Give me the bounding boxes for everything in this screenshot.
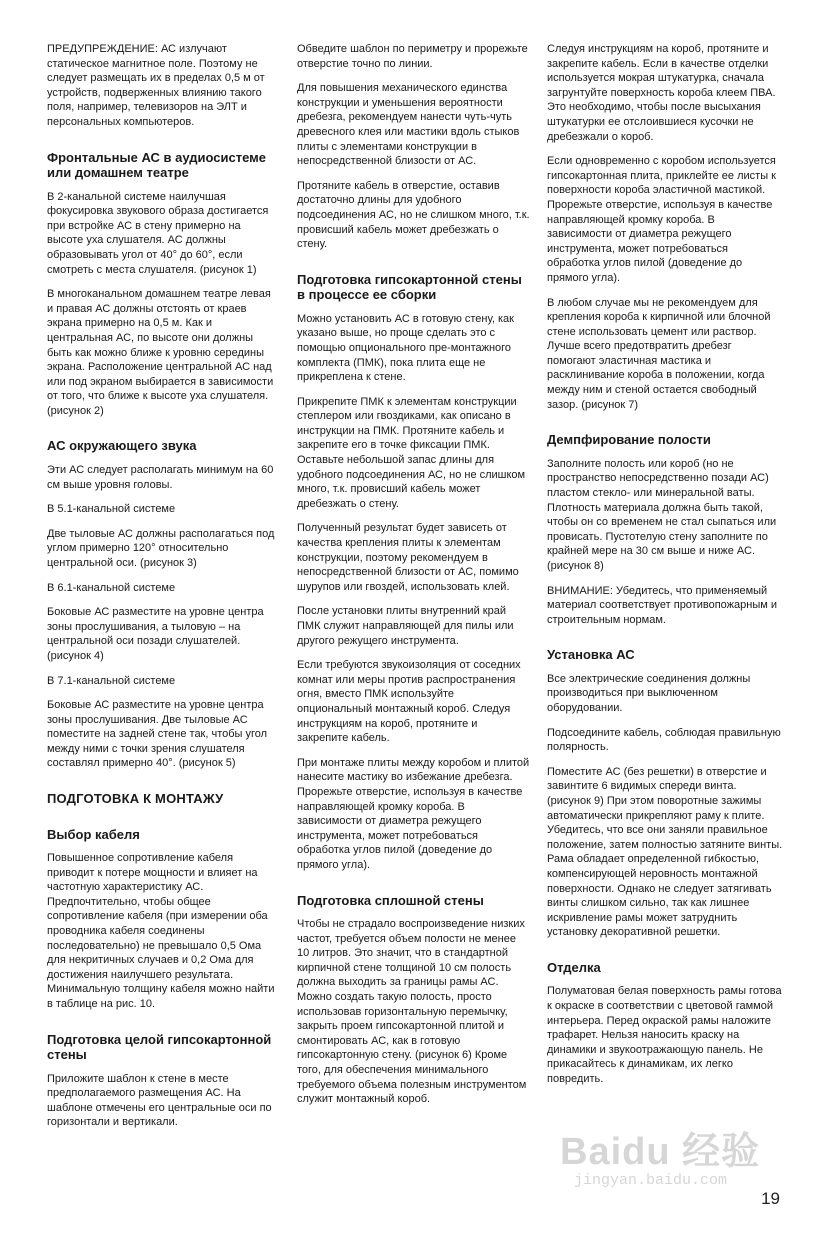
page-number: 19: [761, 1189, 780, 1208]
paragraph: Можно установить АС в готовую стену, как указано выше, но проще сделать это с помощью опционального пре-монтажного комплекта (ПМК), пока плита еще не прикреплена к стене.: [297, 312, 514, 384]
paragraph: В 7.1-канальной системе: [47, 674, 176, 687]
paragraph: Полученный результат будет зависеть от качества крепления плиты к элементам конструкции, поэтому рекомендуем в непосредственной близости от АС, помимо шурупов или гвоздей, использовать клей.: [297, 522, 519, 593]
paragraph: В 2-канальной системе наилучшая фокусировка звукового образа достигается при встройке АС в стену примерно на высоте уха слушателя. АС должны образовывать угол от 40° до 60°, если смотреть с места слушателя. (рисунок 1): [47, 190, 269, 276]
subsection-heading: Подготовка целой гипсокартонной стены: [47, 1031, 272, 1063]
section-heading: ПОДГОТОВКА К МОНТАЖУ: [47, 791, 224, 807]
subsection-heading: АС окружающего звука: [47, 438, 197, 454]
paragraph: Боковые АС разместите на уровне центра зоны прослушивания, а тыловую – на центральной оси позади слушателей. (рисунок 4): [47, 606, 264, 662]
subsection-heading: Подготовка сплошной стены: [297, 892, 484, 908]
watermark-url: jingyan.baidu.com: [574, 1172, 728, 1189]
paragraph: ПРЕДУПРЕЖДЕНИЕ: АС излучают статическое магнитное поле. Поэтому не следует размещать их в пределах 0,5 м от устройств, подверженных влиянию такого поля, например, телевизоров на ЭЛТ и персональных компьютеров.: [47, 43, 265, 128]
paragraph: Полуматовая белая поверхность рамы готова к окраске в соответствии с цветовой гаммой интерьера. Перед окраской рамы наложите трафарет. Нельзя наносить краску на динамики и звукоотражающую панель. Не прикасайтесь к динамикам, их легко повредить.: [547, 985, 782, 1085]
baidu-watermark: [560, 1132, 760, 1190]
paragraph: Чтобы не страдало воспроизведение низких частот, требуется объем полости не менее 10 литров. Это значит, что в стандартной кирпичной стене толщиной 10 см полость должна выходить за границы рамы АС. Можно создать такую полость, просто использовав горизонтальную перемычку, закрыть проем гипсокартонной плитой и смонтировать АС, как в готовую гипсокартонную стену. (рисунок 6) Кроме того, для обеспечения минимального требуемого объема полезным инструментом служит монтажный короб.: [297, 918, 527, 1106]
paragraph: Обведите шаблон по периметру и прорежьте отверстие точно по линии.: [297, 43, 528, 70]
paragraph: Если требуются звукоизоляция от соседних комнат или меры против распространения огня, вместо ПМК используйте опциональный монтажный короб. Следуя инструкциям на короб, протяните и закрепите кабель.: [297, 659, 521, 745]
paragraph: В многоканальном домашнем театре левая и правая АС должны отстоять от краев экрана примерно на 0,5 м. Как и центральная АС, по высоте они должны быть как можно ближе к уровню середины экрана. Расположение центральной АС над или под экраном выбирается в зависимости от того, что ближе к высоте уха слушателя. (рисунок 2): [47, 288, 274, 417]
paragraph: Эти АС следует располагать минимум на 60 см выше уровня головы.: [47, 463, 274, 491]
paragraph: В 6.1-канальной системе: [47, 581, 176, 594]
subsection-heading: Фронтальные АС в аудиосистеме или домашнем театре: [47, 149, 267, 181]
subsection-heading: Демпфирование полости: [547, 432, 711, 448]
paragraph: В 5.1-канальной системе: [47, 503, 176, 516]
paragraph: Заполните полость или короб (но не пространство непосредственно позади АС) пластом стекло- или минеральной ваты. Плотность материала должна быть такой, чтобы он со временем не стал сыпаться или провисать. Пустотелую стену заполните по крайней мере на 30 см выше и ниже АС. (рисунок 8): [547, 457, 777, 572]
subsection-heading: Подготовка гипсокартонной стены в процессе ее сборки: [297, 271, 522, 303]
paragraph: Следуя инструкциям на короб, протяните и закрепите кабель. Если в качестве отделки используется мокрая штукатурка, сначала загрунтуйте поверхность короба клеем ПВА. Это необходимо, чтобы после высыхания штукатурки ее отслоившиеся кусочки не дребезжали о короб.: [547, 43, 776, 143]
paragraph: Приложите шаблон к стене в месте предполагаемого размещения АС. На шаблоне отмечены его центральные оси по горизонтали и вертикали.: [47, 1072, 272, 1129]
paragraph: Если одновременно с коробом используется гипсокартонная плита, приклейте ее листы к поверхности короба эластичной мастикой. Прорежьте отверстие, используя в качестве направляющей кромку короба. В зависимости от диаметра режущего инструмента, может потребоваться обработка углов пилой (доведение до прямого угла).: [547, 155, 776, 284]
column-right: [547, 42, 783, 1097]
paragraph: Повышенное сопротивление кабеля приводит к потере мощности и влияет на частотную характеристику АС. Предпочтительно, чтобы общее сопротивление кабеля (при измерении оба проводника кабеля соединены последовательно) не превышало 0,5 Ома для некритичных случаев и 0,2 Ома для достижения наилучшего результата. Минимальную толщину кабеля можно найти в таблице на рис. 10.: [47, 852, 275, 1010]
paragraph: Две тыловые АС должны располагаться под углом примерно 120° относительно центральной оси. (рисунок 3): [47, 527, 275, 569]
paragraph: Подсоедините кабель, соблюдая правильную полярность.: [547, 726, 781, 754]
paragraph: Протяните кабель в отверстие, оставив достаточно длины для удобного подсоединения АС, но не слишком много, т.к. провисший кабель может дребезжать о стену.: [297, 179, 530, 251]
paragraph: После установки плиты внутренний край ПМК служит направляющей для пилы или другого режущего инструмента.: [297, 605, 514, 647]
subsection-heading: Выбор кабеля: [47, 826, 140, 842]
paragraph: ВНИМАНИЕ: Убедитесь, что применяемый материал соответствует противопожарным и строительным нормам.: [547, 584, 777, 626]
subsection-heading: Установка АС: [547, 647, 635, 663]
paragraph: Для повышения механического единства конструкции и уменьшения вероятности дребезга, рекомендуем нанести чуть-чуть древесного клея или мастики вдоль стыков плиты с элементами конструкции в непосредственной близости от АС.: [297, 82, 520, 168]
column-left: [47, 42, 279, 1140]
paragraph: В любом случае мы не рекомендуем для крепления короба к кирпичной или блочной стене использовать цемент или раствор. Лучше всего предотвратить дребезг помогают эластичная мастика и расклинивание короба в положении, когда между ним и стеной остается свободный зазор. (рисунок 7): [547, 296, 771, 411]
paragraph: Все электрические соединения должны производиться при выключенном оборудовании.: [547, 672, 751, 714]
paragraph: Боковые АС разместите на уровне центра зоны прослушивания. Две тыловые АС поместите на задней стене так, чтобы угол между ними с точки зрения слушателя составлял примерно 40°. (рисунок 5): [47, 699, 268, 770]
paragraph: Поместите АС (без решетки) в отверстие и завинтите 6 видимых спереди винта. (рисунок 9) При этом поворотные зажимы автоматически прикрепляют раму к плите. Убедитесь, что все они заняли правильное положение, затем полностью затяните винты. Рама обладает определенной гибкостью, компенсирующей неровность монтажной поверхности. Однако не следует затягивать винты слишком сильно, так как лишнее искривление рамы может затруднить установку декоративной решетки.: [547, 765, 783, 939]
column-middle: [297, 42, 531, 1117]
paragraph: Прикрепите ПМК к элементам конструкции степлером или гвоздиками, как описано в инструкции на ПМК. Протяните кабель и закрепите его в точке фиксации ПМК. Оставьте небольшой запас длины для удобного подсоединения АС, но не слишком много, т.к. провисший кабель может дребезжать о стену.: [297, 395, 526, 510]
paragraph: При монтаже плиты между коробом и плитой нанесите мастику во избежание дребезга. Прорежьте отверстие, используя в качестве направляющей кромку короба. В зависимости от диаметра режущего инструмента, может потребоваться обработка углов пилой (доведение до прямого угла).: [297, 756, 530, 871]
subsection-heading: Отделка: [547, 959, 601, 975]
watermark-brand: Baidu 经验: [560, 1131, 761, 1173]
